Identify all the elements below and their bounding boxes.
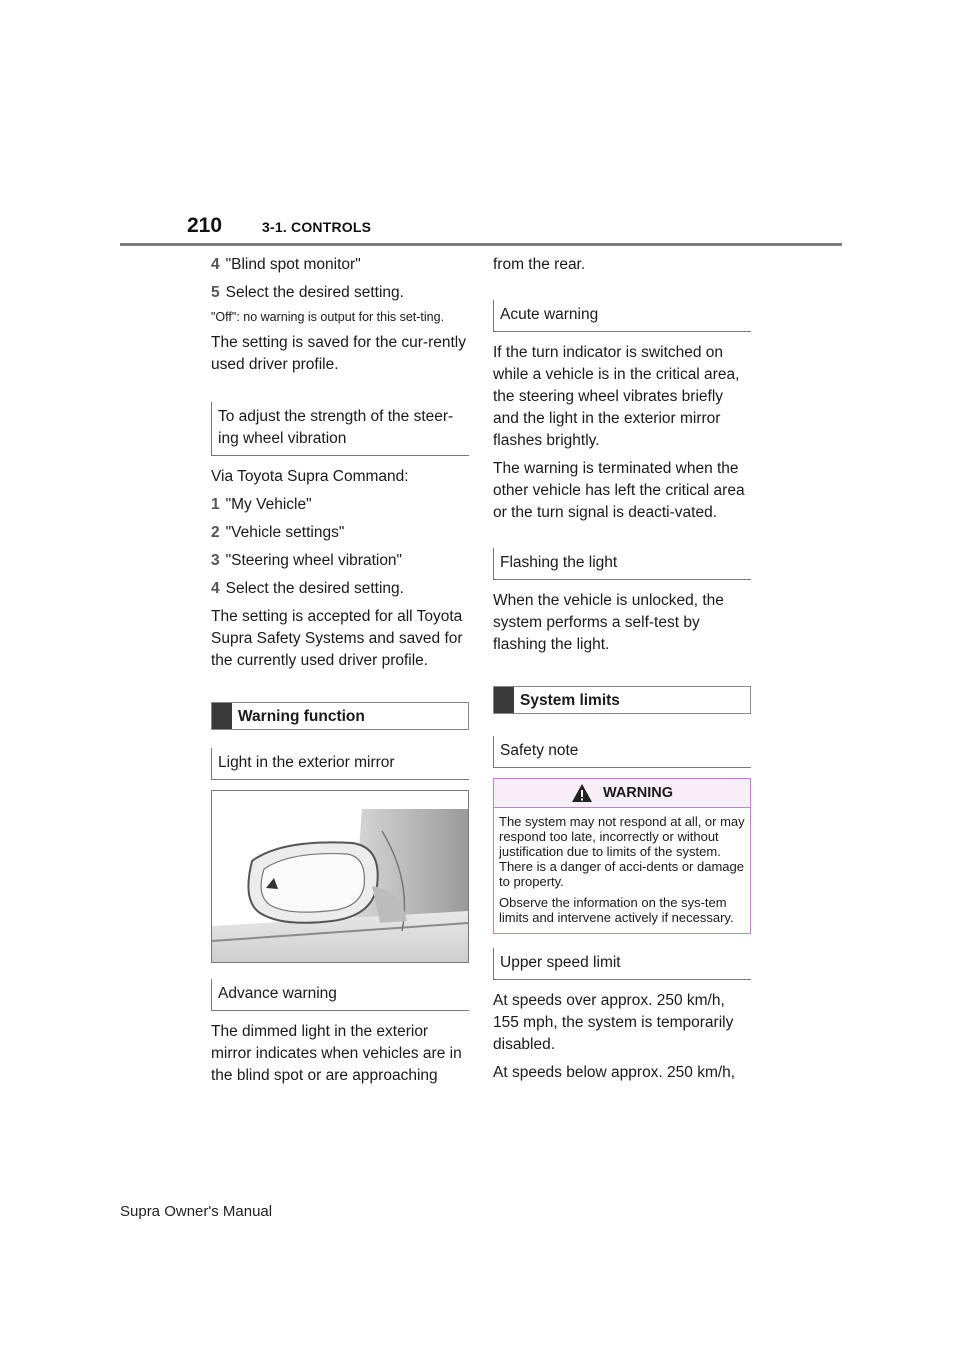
step-item xyxy=(211,494,469,516)
step-text: "Vehicle settings" xyxy=(225,524,345,541)
step-item xyxy=(211,282,469,304)
warning-triangle-icon xyxy=(571,783,593,803)
heading-bar xyxy=(212,703,232,729)
accepted-paragraph: The setting is accepted for all Toyota Supra Safety Systems and saved for the currently used driver profile. xyxy=(211,608,463,669)
subhead-safety: Safety note xyxy=(493,736,751,768)
step-text: Select the desired setting. xyxy=(225,284,404,301)
heading-bar xyxy=(494,687,514,713)
warning-box xyxy=(493,778,751,934)
mirror-svg xyxy=(212,791,468,962)
acute-paragraph: If the turn indicator is switched on while a vehicle is in the critical area, the steering wheel vibrates briefly and the light in the exterior mirror flashes brightly. xyxy=(493,344,740,449)
step-item xyxy=(211,578,469,600)
warning-header xyxy=(494,779,750,808)
subhead-acute: Acute warning xyxy=(493,300,751,332)
terminated-paragraph: The warning is terminated when the other vehicle has left the critical area or the turn signal is deacti-vated. xyxy=(493,460,745,521)
subhead-advance: Advance warning xyxy=(211,979,469,1011)
advance-paragraph: The dimmed light in the exterior mirror indicates when vehicles are in the blind spot or are approaching xyxy=(211,1023,462,1084)
subhead-vibration: To adjust the strength of the steer-ing wheel vibration xyxy=(211,402,469,456)
subhead-light: Light in the exterior mirror xyxy=(211,748,469,780)
right-column xyxy=(493,254,751,1084)
step-number: 2 xyxy=(211,524,220,541)
warning-label: WARNING xyxy=(602,785,674,801)
warning-body xyxy=(494,808,750,933)
flashing-paragraph: When the vehicle is unlocked, the system performs a self-test by flashing the light. xyxy=(493,592,724,653)
step-number: 4 xyxy=(211,580,220,597)
section-title: 3-1. CONTROLS xyxy=(262,219,372,235)
step-item xyxy=(211,550,469,572)
step-text: "Blind spot monitor" xyxy=(225,256,361,273)
step-text: Select the desired setting. xyxy=(225,580,404,597)
continued-paragraph: from the rear. xyxy=(493,256,586,273)
subhead-flashing: Flashing the light xyxy=(493,548,751,580)
section-heading-system-limits xyxy=(493,686,751,714)
step-text: "My Vehicle" xyxy=(225,496,312,513)
speed-paragraph: At speeds over approx. 250 km/h, 155 mph, the system is temporarily disabled. xyxy=(493,992,734,1053)
footer-text: Supra Owner's Manual xyxy=(120,1203,273,1220)
warning-text: The system may not respond at all, or may respond too late, incorrectly or without justification due to limits of the system. There is a danger of acci-dents or damage to property. xyxy=(499,814,745,889)
step-number: 1 xyxy=(211,496,220,513)
step-item xyxy=(211,522,469,544)
warning-text: Observe the information on the sys-tem limits and intervene actively if necessary. xyxy=(499,895,734,925)
step-number: 4 xyxy=(211,256,220,273)
step-number: 3 xyxy=(211,552,220,569)
section-heading-warning-function xyxy=(211,702,469,730)
left-column xyxy=(211,254,469,1087)
header-divider xyxy=(120,243,842,246)
page-number: 210 xyxy=(187,214,223,237)
step-text: "Steering wheel vibration" xyxy=(225,552,403,569)
speed-paragraph: At speeds below approx. 250 km/h, xyxy=(493,1064,736,1081)
via-paragraph: Via Toyota Supra Command: xyxy=(211,468,409,485)
heading-text: System limits xyxy=(520,692,620,709)
step-item xyxy=(211,254,469,276)
saved-paragraph: The setting is saved for the cur-rently used driver profile. xyxy=(211,334,467,373)
off-note: "Off": no warning is output for this set-ting. xyxy=(211,310,445,324)
heading-text: Warning function xyxy=(238,708,365,725)
exterior-mirror-illustration xyxy=(211,790,469,963)
step-number: 5 xyxy=(211,284,220,301)
subhead-speed: Upper speed limit xyxy=(493,948,751,980)
